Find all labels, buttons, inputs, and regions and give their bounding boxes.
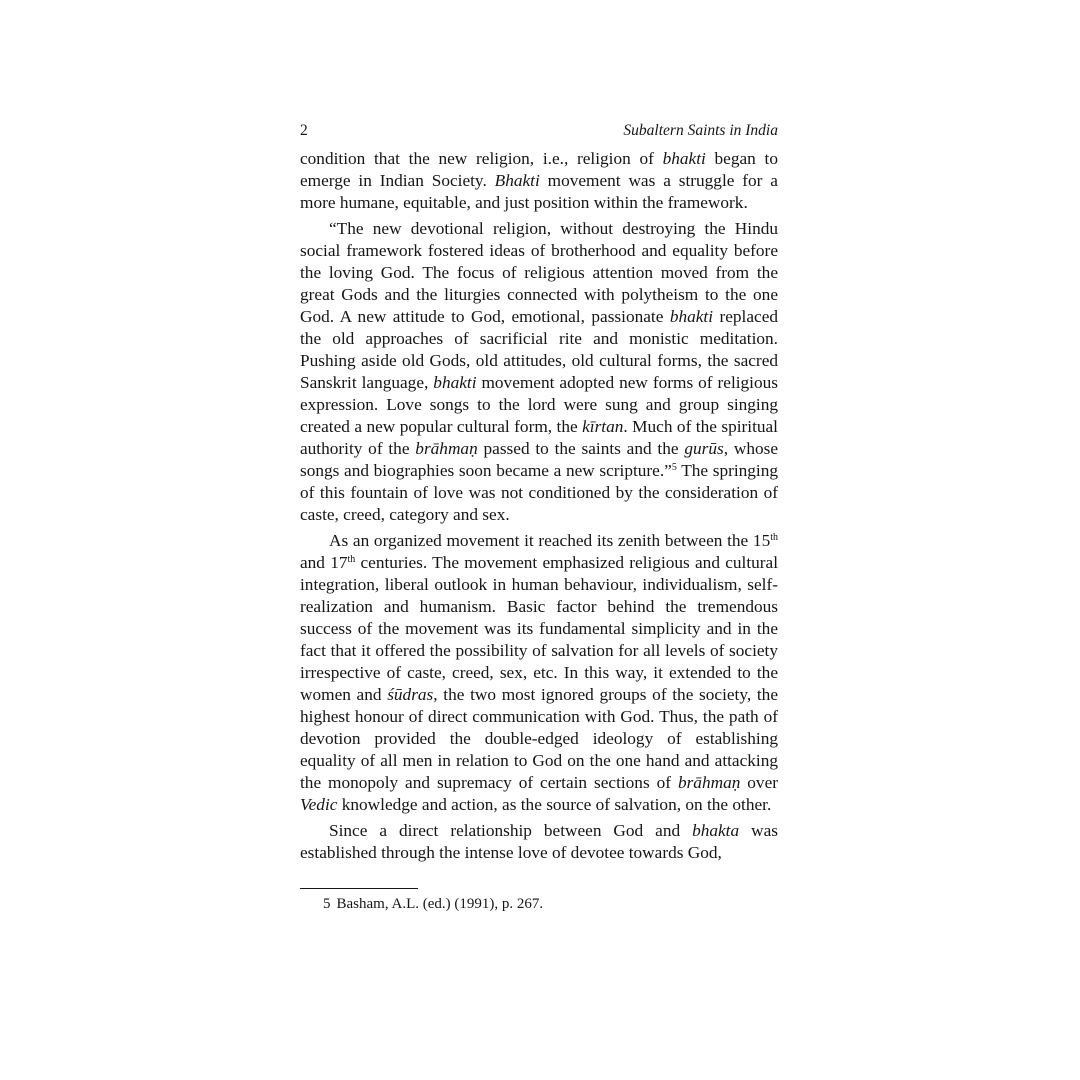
text-run: and 17 xyxy=(300,553,348,572)
italic-term: bhakti xyxy=(433,373,477,392)
text-run: “The new devotional religion, without destroying the Hindu social framework fostered ideas of brotherhood and equality before the loving God. The focus of religious attention moved from the great Gods and the liturgies connected with polytheism to the one God. A new attitude to God, emotional, passionate xyxy=(300,219,778,326)
text-run: replaced the old approaches of sacrificial rite and monistic meditation. Pushing aside old Gods, old attitudes, old cultural forms, the sacred Sanskrit language, xyxy=(300,307,779,392)
body-text xyxy=(300,148,778,864)
italic-term: śūdras xyxy=(387,685,434,704)
text-run: over xyxy=(740,773,778,792)
superscript: th xyxy=(347,554,356,565)
paragraph xyxy=(300,820,778,864)
running-title: Subaltern Saints in India xyxy=(623,122,778,139)
superscript: 5 xyxy=(671,462,677,473)
italic-term: bhakta xyxy=(692,821,740,840)
text-run: Since a direct relationship between God and xyxy=(329,821,693,840)
text-run: , the two most ignored groups of the society, the highest honour of direct communication with God. Thus, the path of devotion provided the double-edged ideology of establishing equality of all men in relation to God on the one hand and attacking the monopoly and supremacy of certain sections of xyxy=(300,685,778,792)
italic-term: brāhmaṇ xyxy=(415,439,478,458)
running-head xyxy=(300,118,778,148)
text-run: passed to the saints and the xyxy=(477,439,685,458)
paragraph xyxy=(300,218,778,526)
text-run: was established through the intense love of devotee towards God, xyxy=(300,821,778,862)
italic-term: Bhakti xyxy=(494,171,540,190)
text-run: The springing of this fountain of love was not conditioned by the consideration of caste, creed, category and sex. xyxy=(300,461,779,524)
footnote xyxy=(300,893,778,915)
italic-term: brāhmaṇ xyxy=(677,773,741,792)
italic-term: bhakti xyxy=(669,307,714,326)
book-page xyxy=(300,118,778,915)
italic-term: Vedic xyxy=(300,795,338,814)
footnote-text: Basham, A.L. (ed.) (1991), p. 267. xyxy=(336,896,544,912)
text-run: began to emerge in Indian Society. xyxy=(300,149,778,190)
text-run: movement was a struggle for a more humane, equitable, and just position within the framework. xyxy=(300,171,778,212)
paragraph xyxy=(300,148,778,214)
text-run: centuries. The movement emphasized religious and cultural integration, liberal outlook in human behaviour, individualism, self-realization and humanism. Basic factor behind the tremendous success of the movement was its fundamental simplicity and in the fact that it offered the possibility of salvation for all levels of society irrespective of caste, creed, sex, etc. In this way, it extended to the women and xyxy=(300,553,778,704)
text-run: movement adopted new forms of religious expression. Love songs to the lord were sung and group singing created a new popular cultural form, the xyxy=(300,373,778,436)
footnote-number: 5 xyxy=(323,896,331,912)
page-number: 2 xyxy=(300,122,308,139)
italic-term: gurūs xyxy=(684,439,724,458)
paragraph xyxy=(300,530,778,816)
text-run: As an organized movement it reached its zenith between the 15 xyxy=(329,531,771,550)
footnote-separator xyxy=(300,888,418,889)
footnotes xyxy=(300,893,778,915)
text-run: knowledge and action, as the source of salvation, on the other. xyxy=(337,795,772,814)
text-run: , whose songs and biographies soon became a new scripture.” xyxy=(300,439,778,480)
superscript: th xyxy=(770,532,778,543)
italic-term: bhakti xyxy=(662,149,706,168)
italic-term: kīrtan xyxy=(582,417,624,436)
text-run: . Much of the spiritual authority of the xyxy=(300,417,778,458)
text-run: condition that the new religion, i.e., religion of xyxy=(300,149,663,168)
